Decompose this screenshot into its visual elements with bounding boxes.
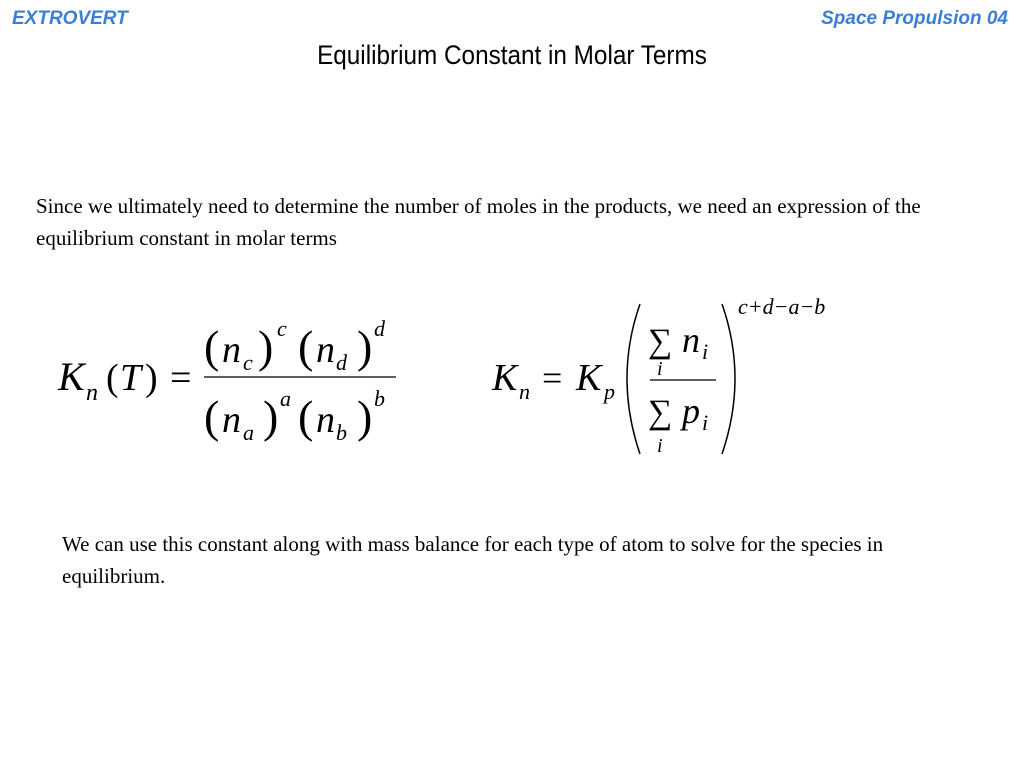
eq1-exp-d: d <box>374 316 385 341</box>
eq2-den-sub: i <box>702 410 709 435</box>
eq1-lhs-symbol: K <box>58 354 85 399</box>
eq1-num-var-1: n <box>222 329 241 371</box>
header-right-label: Space Propulsion 04 <box>821 8 1008 29</box>
eq2-num-index: i <box>657 358 663 380</box>
eq2-num-var: n <box>682 320 700 360</box>
eq1-arg-var: T <box>120 357 142 399</box>
eq2-lhs-subscript: n <box>519 379 530 404</box>
eq1-exp-a: a <box>280 386 291 411</box>
eq2-exponent: c+d−a−b <box>738 294 826 319</box>
eq2-kp-symbol: K <box>576 357 602 399</box>
eq1-num-paren: ( <box>298 321 314 372</box>
slide-title: Equilibrium Constant in Molar Terms <box>317 40 707 70</box>
eq2-kp-subscript: p <box>604 379 615 404</box>
eq1-num-paren: ) <box>357 321 373 372</box>
eq1-den-paren: ) <box>357 391 373 442</box>
eq2-big-paren-right <box>722 304 735 454</box>
eq1-exp-c: c <box>277 316 287 341</box>
eq1-arg-open: ( <box>106 357 119 399</box>
eq2-den-sum: ∑ <box>648 394 673 431</box>
conclusion-paragraph: We can use this constant along with mass balance for each type of atom to solve for the species in equilibrium. <box>62 532 884 588</box>
header-left-label: EXTROVERT <box>12 8 128 29</box>
eq1-lhs-subscript: n <box>86 380 98 406</box>
intro-paragraph: Since we ultimately need to determine the number of moles in the products, we need an expression of the equilibrium constant in molar terms <box>36 194 921 250</box>
eq2-big-paren-left <box>627 304 640 454</box>
eq1-num-sub-c: c <box>243 350 253 375</box>
eq1-num-var-2: n <box>316 329 335 371</box>
eq1-den-paren: ( <box>204 391 220 442</box>
eq1-num-paren: ) <box>258 321 274 372</box>
eq1-equals: = <box>170 357 192 399</box>
eq1-exp-b: b <box>374 386 385 411</box>
eq2-equals: = <box>542 358 563 398</box>
eq1-den-sub-a: a <box>243 420 254 445</box>
eq1-den-var-2: n <box>316 399 335 441</box>
eq1-den-sub-b: b <box>336 420 347 445</box>
eq1-arg-close: ) <box>145 357 158 399</box>
eq2-den-index: i <box>657 435 663 457</box>
eq1-den-var-1: n <box>222 399 241 441</box>
eq2-num-sub: i <box>702 339 709 364</box>
eq1-den-paren: ) <box>263 391 279 442</box>
eq2-lhs-symbol: K <box>492 357 518 399</box>
eq2-num-sum: ∑ <box>648 323 673 360</box>
eq1-den-paren: ( <box>298 391 314 442</box>
eq2-den-var: p <box>682 391 700 431</box>
eq1-num-sub-d: d <box>336 350 347 375</box>
eq1-num-paren: ( <box>204 321 220 372</box>
